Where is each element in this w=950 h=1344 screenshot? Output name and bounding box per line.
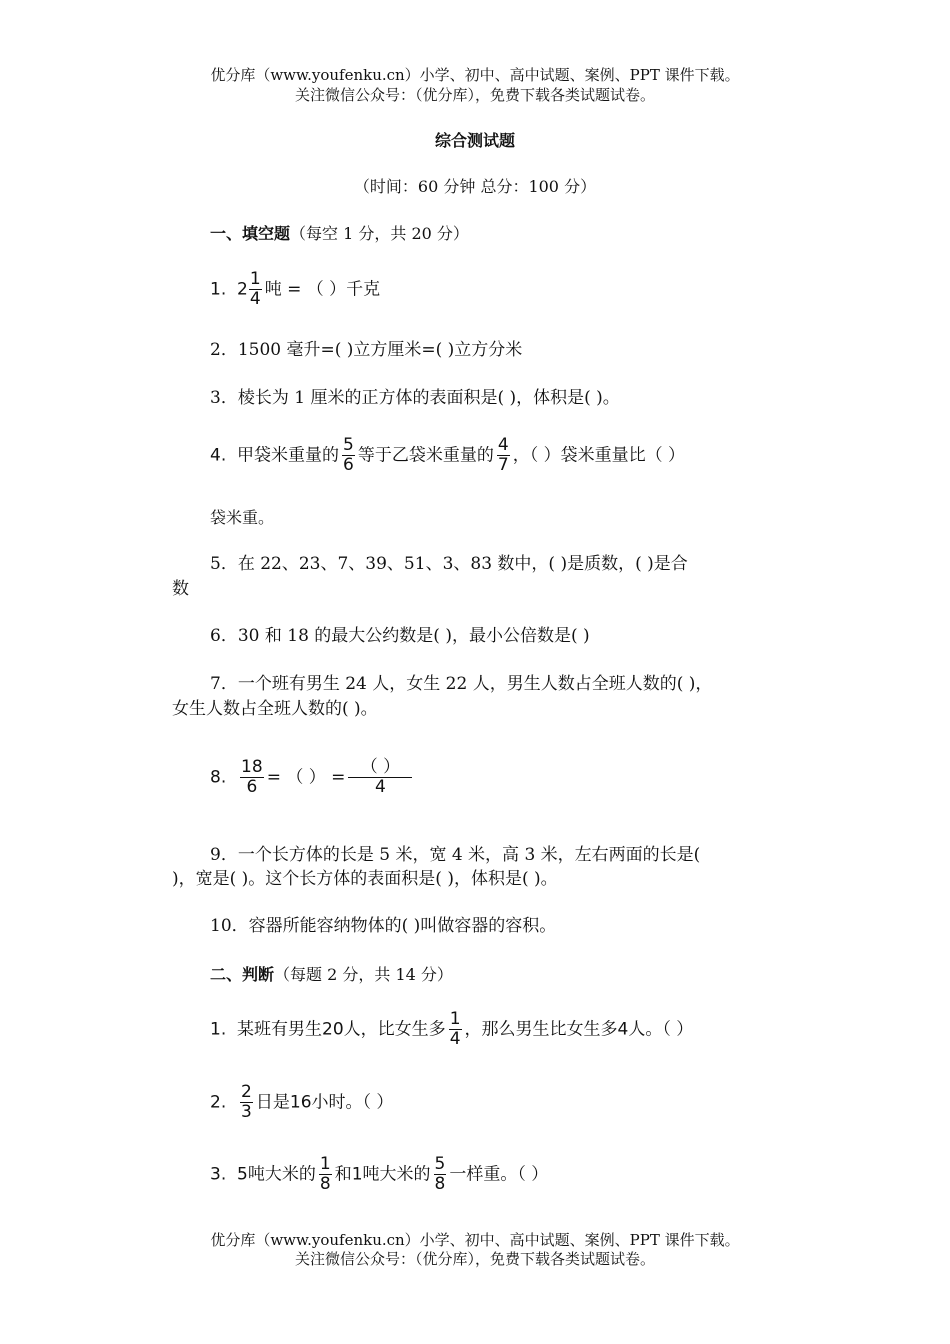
question-2-2 <box>210 1083 393 1122</box>
denominator: 7 <box>497 455 509 475</box>
section-2-title: 二、判断 <box>210 965 275 984</box>
question-1-10: 10．容器所能容纳物体的( )叫做容器的容积。 <box>210 916 557 936</box>
q-text-b: 日是16小时。（ ） <box>255 1092 394 1113</box>
fraction-2 <box>434 1155 447 1194</box>
question-1-5-line-2: 数 <box>172 579 189 599</box>
fraction-1 <box>319 1155 332 1194</box>
numerator: 2 <box>241 1082 252 1102</box>
question-2-1 <box>210 1010 693 1049</box>
page-subtitle: （时间：60 分钟 总分：100 分） <box>353 177 597 196</box>
section-2-note: （每题 2 分，共 14 分） <box>274 965 453 984</box>
q-number: 1. <box>210 1019 227 1040</box>
footer-line-1: 优分库（www.youfenku.cn）小学、初中、高中试题、案例、PPT 课件下载。 <box>210 1231 740 1249</box>
section-2-heading <box>210 962 453 985</box>
numerator: 18 <box>241 757 263 777</box>
mixed-whole: 2 <box>237 279 248 300</box>
q-number: 8. <box>210 767 227 788</box>
fraction <box>449 1010 462 1049</box>
fraction-1 <box>342 436 355 475</box>
numerator: 1 <box>319 1154 331 1174</box>
numerator: 1 <box>249 269 261 289</box>
q-equation: = （ ） = <box>266 767 346 788</box>
question-1-7-line-2: 女生人数占全班人数的( )。 <box>172 699 378 719</box>
question-1-6: 6．30 和 18 的最大公约数是( )，最小公倍数是( ) <box>210 626 590 646</box>
denominator: 4 <box>449 1029 461 1049</box>
question-1-1 <box>210 270 380 309</box>
q-number: 1. <box>210 279 227 300</box>
q-text-c: ，（ ）袋米重量比（ ） <box>512 445 686 466</box>
q-text: 吨 = （ ）千克 <box>264 279 381 300</box>
q-text-b: ，那么男生比女生多4人。（ ） <box>464 1019 694 1040</box>
denominator: 8 <box>319 1174 331 1194</box>
question-1-4 <box>210 436 685 475</box>
denominator: 4 <box>374 777 386 797</box>
q-text-a: 5吨大米的 <box>237 1164 316 1185</box>
numerator: 4 <box>497 435 509 455</box>
q-number: 2. <box>210 1092 227 1113</box>
denominator: 4 <box>249 289 261 309</box>
numerator: 5 <box>343 435 354 455</box>
fraction-2 <box>497 436 510 475</box>
question-1-5-line-1: 5．在 22、23、7、39、51、3、83 数中，( )是质数，( )是合 <box>210 554 688 574</box>
denominator: 3 <box>241 1102 252 1122</box>
q-text-b: 和1吨大米的 <box>334 1164 431 1185</box>
fraction-1 <box>240 758 264 797</box>
question-1-9-line-2: )，宽是( )。这个长方体的表面积是( )，体积是( )。 <box>172 869 558 889</box>
question-1-7-line-1: 7．一个班有男生 24 人，女生 22 人，男生人数占全班人数的( )， <box>210 674 713 694</box>
q-text-c: 一样重。（ ） <box>449 1164 549 1185</box>
question-1-4-continued: 袋米重。 <box>210 508 275 527</box>
section-1-title: 一、填空题 <box>210 224 291 243</box>
header-line-2: 关注微信公众号：（优分库），免费下载各类试题试卷。 <box>294 86 655 104</box>
header-line-1: 优分库（www.youfenku.cn）小学、初中、高中试题、案例、PPT 课件下载。 <box>210 66 740 84</box>
section-1-heading <box>210 221 469 244</box>
denominator: 8 <box>434 1174 446 1194</box>
footer-line-2: 关注微信公众号：（优分库），免费下载各类试题试卷。 <box>294 1250 655 1268</box>
q-number: 3. <box>210 1164 227 1185</box>
page-title: 综合测试题 <box>434 131 515 150</box>
question-1-8 <box>210 758 415 797</box>
question-2-3 <box>210 1155 548 1194</box>
fraction-2 <box>348 758 412 797</box>
numerator: 1 <box>449 1009 461 1029</box>
q-text-b: 等于乙袋米重量的 <box>357 445 494 466</box>
question-1-3: 3．棱长为 1 厘米的正方体的表面积是( )，体积是( )。 <box>210 388 620 408</box>
q-number: 4. <box>210 445 227 466</box>
section-1-note: （每空 1 分，共 20 分） <box>290 224 469 243</box>
question-1-9-line-1: 9．一个长方体的长是 5 米，宽 4 米，高 3 米，左右两面的长是( <box>210 845 701 865</box>
numerator: （ ） <box>348 758 412 778</box>
fraction <box>240 1083 253 1122</box>
denominator: 6 <box>343 455 354 475</box>
denominator: 6 <box>246 777 258 797</box>
q-text-a: 某班有男生20人，比女生多 <box>237 1019 446 1040</box>
numerator: 5 <box>434 1154 446 1174</box>
q-text-a: 甲袋米重量的 <box>237 445 340 466</box>
question-1-2: 2．1500 毫升=( )立方厘米=( )立方分米 <box>210 340 523 360</box>
fraction <box>249 270 262 309</box>
